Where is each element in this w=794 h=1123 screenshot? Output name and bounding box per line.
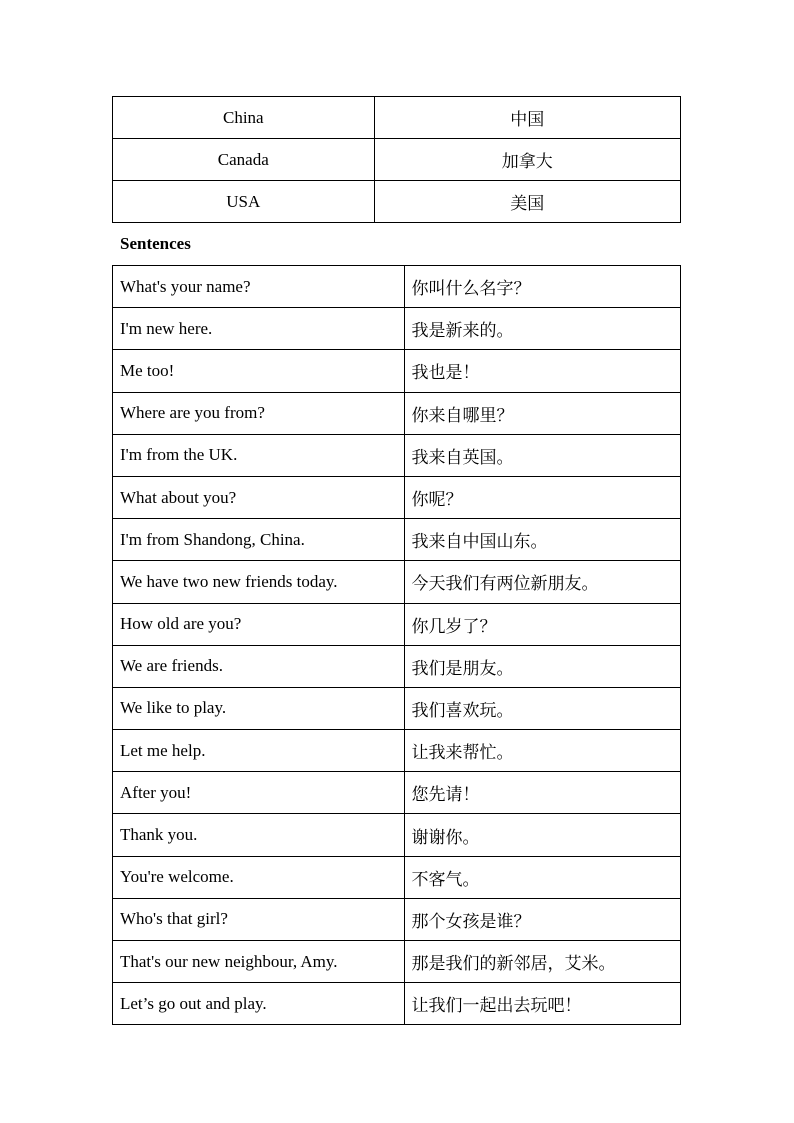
sentence-chinese: 我也是！ — [404, 350, 681, 392]
table-row — [113, 139, 681, 181]
table-row — [113, 561, 681, 603]
sentence-english: Thank you. — [113, 814, 405, 856]
table-row — [113, 772, 681, 814]
sentence-english: What about you? — [113, 476, 405, 518]
sentence-english: Me too! — [113, 350, 405, 392]
table-row — [113, 687, 681, 729]
sentence-english: We are friends. — [113, 645, 405, 687]
table-row — [113, 308, 681, 350]
table-row — [113, 181, 681, 223]
table-row — [113, 392, 681, 434]
table-row — [113, 941, 681, 983]
table-row — [113, 898, 681, 940]
table-row — [113, 856, 681, 898]
sentence-chinese: 你几岁了？ — [404, 603, 681, 645]
sentence-chinese: 让我们一起出去玩吧！ — [404, 983, 681, 1025]
sentence-english: We have two new friends today. — [113, 561, 405, 603]
sentence-chinese: 我们喜欢玩。 — [404, 687, 681, 729]
table-row — [113, 603, 681, 645]
sentence-english: Let’s go out and play. — [113, 983, 405, 1025]
country-english: Canada — [113, 139, 375, 181]
table-row — [113, 97, 681, 139]
table-row — [113, 645, 681, 687]
sentence-english: What's your name? — [113, 266, 405, 308]
country-english: USA — [113, 181, 375, 223]
sentence-english: I'm from the UK. — [113, 434, 405, 476]
sentence-english: You're welcome. — [113, 856, 405, 898]
sentence-english: That's our new neighbour, Amy. — [113, 941, 405, 983]
sentence-english: After you! — [113, 772, 405, 814]
sentence-chinese: 我来自中国山东。 — [404, 519, 681, 561]
table-row — [113, 983, 681, 1025]
country-chinese: 美国 — [374, 181, 680, 223]
sentences-table — [112, 265, 681, 1025]
sentence-chinese: 您先请！ — [404, 772, 681, 814]
sentence-english: Where are you from? — [113, 392, 405, 434]
sentence-chinese: 我来自英国。 — [404, 434, 681, 476]
sentence-english: We like to play. — [113, 687, 405, 729]
sentence-chinese: 我是新来的。 — [404, 308, 681, 350]
table-row — [113, 434, 681, 476]
sentence-chinese: 那是我们的新邻居，艾米。 — [404, 941, 681, 983]
table-row — [113, 476, 681, 518]
country-chinese: 中国 — [374, 97, 680, 139]
sentence-chinese: 我们是朋友。 — [404, 645, 681, 687]
sentence-chinese: 你来自哪里？ — [404, 392, 681, 434]
country-english: China — [113, 97, 375, 139]
sentence-chinese: 你呢？ — [404, 476, 681, 518]
sentence-english: How old are you? — [113, 603, 405, 645]
sentence-chinese: 今天我们有两位新朋友。 — [404, 561, 681, 603]
sentences-heading: Sentences — [120, 234, 191, 253]
sentence-chinese: 谢谢你。 — [404, 814, 681, 856]
table-row — [113, 730, 681, 772]
table-row — [113, 519, 681, 561]
sentence-chinese: 让我来帮忙。 — [404, 730, 681, 772]
table-row — [113, 814, 681, 856]
sentence-chinese: 那个女孩是谁？ — [404, 898, 681, 940]
table-row — [113, 350, 681, 392]
sentence-chinese: 不客气。 — [404, 856, 681, 898]
sentence-english: I'm new here. — [113, 308, 405, 350]
sentence-english: I'm from Shandong, China. — [113, 519, 405, 561]
sentence-english: Let me help. — [113, 730, 405, 772]
countries-table — [112, 96, 681, 223]
sentence-chinese: 你叫什么名字？ — [404, 266, 681, 308]
table-row — [113, 266, 681, 308]
sentence-english: Who's that girl? — [113, 898, 405, 940]
country-chinese: 加拿大 — [374, 139, 680, 181]
